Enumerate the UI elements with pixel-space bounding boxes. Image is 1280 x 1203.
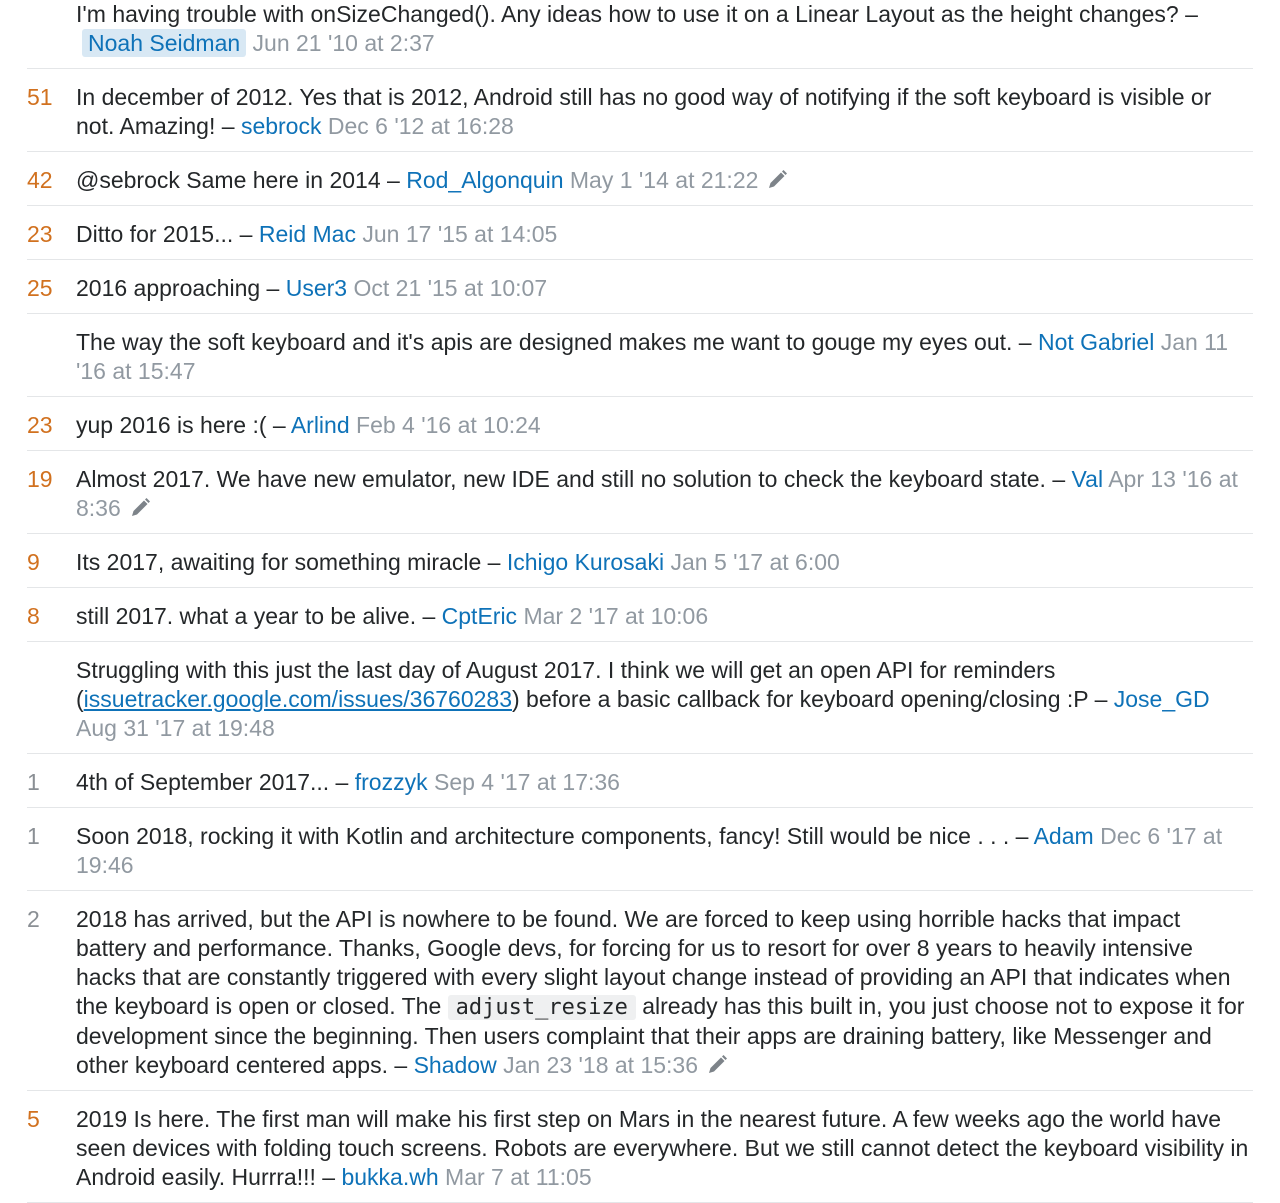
- comment-body: [76, 451, 1253, 533]
- comment-score: 1: [27, 823, 40, 849]
- comment-body: [76, 588, 1253, 641]
- comment-score: 9: [27, 549, 40, 575]
- pencil-icon[interactable]: [706, 1054, 728, 1076]
- comment-date[interactable]: Mar 7 at 11:05: [445, 1164, 592, 1190]
- comment: [27, 260, 1253, 314]
- comment: [27, 891, 1253, 1091]
- comment-text: 2018 has arrived, but the API is nowhere to be found. We are forced to keep using horrible hacks that impact battery and performance. Thanks, Google devs, for forcing for us to resort for over 8 years to heavily intensive hacks that are constantly triggered with every slight layout change instead of providing an API that indicates when the keyboard is open or closed. The: [76, 906, 1231, 1019]
- comment-text: yup 2016 is here :( –: [76, 412, 291, 438]
- comment-date[interactable]: Jan 11 '16 at 15:47: [76, 329, 1229, 384]
- comment-text: @sebrock Same here in 2014 –: [76, 167, 407, 193]
- comment-date[interactable]: Apr 13 '16 at 8:36: [76, 466, 1238, 521]
- comment-list: [27, 0, 1253, 1203]
- comment-text: Struggling with this just the last day of August 2017. I think we will get an open API for reminders (: [76, 657, 1056, 712]
- comment-text: 4th of September 2017... –: [76, 769, 355, 795]
- comment-date[interactable]: May 1 '14 at 21:22: [569, 167, 759, 193]
- comment-date[interactable]: Aug 31 '17 at 19:48: [76, 715, 275, 741]
- comment-text: Its 2017, awaiting for something miracle –: [76, 549, 507, 575]
- comment-body: [76, 0, 1253, 68]
- comment-date[interactable]: Jan 23 '18 at 15:36: [503, 1052, 699, 1078]
- comment: [27, 69, 1253, 152]
- issue-tracker-link[interactable]: issuetracker.google.com/issues/36760283: [83, 686, 512, 712]
- comment: [27, 534, 1253, 588]
- comment-text: Soon 2018, rocking it with Kotlin and architecture components, fancy! Still would be nice . . . –: [76, 823, 1034, 849]
- comment-score: 1: [27, 769, 40, 795]
- comment: [27, 314, 1253, 397]
- comment-author-link[interactable]: Arlind: [290, 412, 350, 438]
- comment-author-link[interactable]: bukka.wh: [341, 1164, 439, 1190]
- comment-author-link[interactable]: Noah Seidman: [82, 29, 246, 57]
- comment-date[interactable]: Jan 5 '17 at 6:00: [670, 549, 840, 575]
- comment-date[interactable]: Dec 6 '12 at 16:28: [327, 113, 514, 139]
- comment: [27, 152, 1253, 206]
- comment-body: [76, 397, 1253, 450]
- comment-score: 2: [27, 906, 40, 932]
- comment-body: [76, 642, 1253, 753]
- comment-score: 8: [27, 603, 40, 629]
- comment-body: [76, 260, 1253, 313]
- comment-score: 23: [27, 221, 53, 247]
- comment-score: 5: [27, 1106, 40, 1132]
- comment-author-link[interactable]: Not Gabriel: [1037, 329, 1155, 355]
- comment: [27, 451, 1253, 534]
- comment-score: 42: [27, 167, 53, 193]
- comment-body: [76, 1091, 1253, 1202]
- comment-author-link[interactable]: Reid Mac: [258, 221, 356, 247]
- comment-author-link[interactable]: Ichigo Kurosaki: [506, 549, 665, 575]
- comment-author-link[interactable]: Jose_GD: [1113, 686, 1210, 712]
- comment-date[interactable]: Dec 6 '17 at 19:46: [76, 823, 1223, 878]
- comment-date[interactable]: Jun 21 '10 at 2:37: [252, 30, 435, 56]
- comment-author-link[interactable]: Adam: [1033, 823, 1094, 849]
- comment-text: The way the soft keyboard and it's apis are designed makes me want to gouge my eyes out. –: [76, 329, 1038, 355]
- comment-score: 23: [27, 412, 53, 438]
- comment: [27, 588, 1253, 642]
- comment-body: [76, 534, 1253, 587]
- comment-author-link[interactable]: sebrock: [240, 113, 322, 139]
- comment-text: ) before a basic callback for keyboard opening/closing :P –: [512, 686, 1114, 712]
- comment-score: 51: [27, 84, 53, 110]
- comment-text: Almost 2017. We have new emulator, new IDE and still no solution to check the keyboard state. –: [76, 466, 1072, 492]
- comment-text: already has this built in, you just choose not to expose it for development since the beginning. Then users complaint that their apps are draining battery, like Messenger and other keyboard centered apps. –: [76, 993, 1245, 1078]
- comment-body: [76, 808, 1253, 890]
- comment-body: [76, 754, 1253, 807]
- comment-date[interactable]: Mar 2 '17 at 10:06: [523, 603, 709, 629]
- comment-body: [76, 314, 1253, 396]
- comment: [27, 0, 1253, 69]
- comment-author-link[interactable]: Shadow: [413, 1052, 497, 1078]
- comment-text: Ditto for 2015... –: [76, 221, 259, 247]
- comment-text: still 2017. what a year to be alive. –: [76, 603, 442, 629]
- comment-author-link[interactable]: Rod_Algonquin: [406, 167, 564, 193]
- inline-code: adjust_resize: [448, 995, 636, 1020]
- pencil-icon[interactable]: [766, 169, 788, 191]
- comment-text: In december of 2012. Yes that is 2012, Android still has no good way of notifying if the soft keyboard is visible or not. Amazing! –: [76, 84, 1212, 139]
- comment-score: [27, 642, 71, 656]
- comment-score: 25: [27, 275, 53, 301]
- comment-text: 2019 Is here. The first man will make his first step on Mars in the nearest future. A few weeks ago the world have seen devices with folding touch screens. Robots are everywhere. But we still cannot detect the keyboard visibility in Android easily. Hurrra!!! –: [76, 1106, 1249, 1190]
- comment-date[interactable]: Oct 21 '15 at 10:07: [353, 275, 548, 301]
- comment: [27, 397, 1253, 451]
- comment-body: [76, 152, 1253, 205]
- comment-text: 2016 approaching –: [76, 275, 286, 301]
- comment-date[interactable]: Jun 17 '15 at 14:05: [362, 221, 558, 247]
- comment-body: [76, 891, 1253, 1090]
- comment-author-link[interactable]: frozzyk: [354, 769, 428, 795]
- comment-date[interactable]: Feb 4 '16 at 10:24: [356, 412, 541, 438]
- comment: [27, 1091, 1253, 1203]
- comment-author-link[interactable]: User3: [285, 275, 348, 301]
- comment: [27, 642, 1253, 754]
- comment-date[interactable]: Sep 4 '17 at 17:36: [433, 769, 620, 795]
- comment-score: [27, 314, 71, 328]
- comment: [27, 808, 1253, 891]
- comment-score: 19: [27, 466, 53, 492]
- comment-text: I'm having trouble with onSizeChanged(). Any ideas how to use it on a Linear Layout as the height changes? –: [76, 1, 1198, 27]
- comment: [27, 206, 1253, 260]
- comment-author-link[interactable]: CptEric: [441, 603, 518, 629]
- pencil-icon[interactable]: [129, 497, 151, 519]
- comment: [27, 754, 1253, 808]
- comment-body: [76, 69, 1253, 151]
- comment-author-link[interactable]: Val: [1071, 466, 1104, 492]
- comment-body: [76, 206, 1253, 259]
